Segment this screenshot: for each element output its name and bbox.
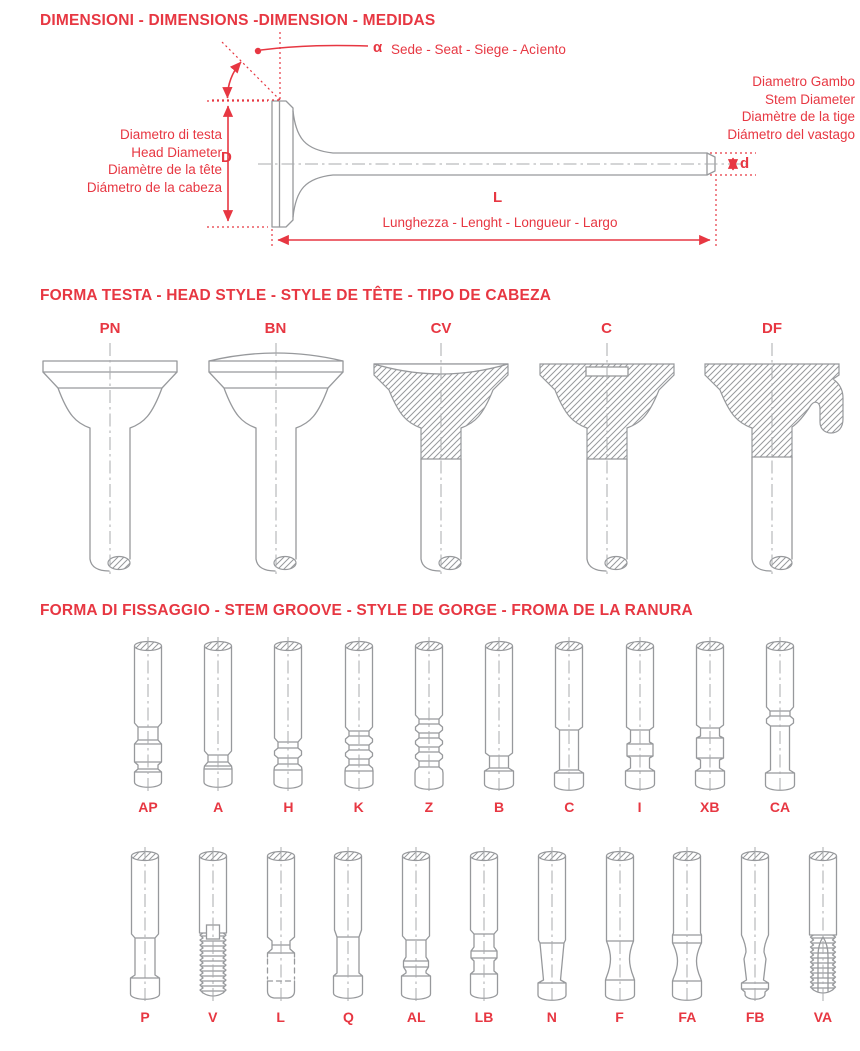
head-diameter-line-it: Diametro di testa: [119, 127, 222, 142]
stem-groove-drawing-k: [329, 636, 389, 796]
head-style-label: DF: [762, 320, 782, 337]
stem-groove-drawing-i: [610, 636, 670, 796]
head-style-bn: [200, 320, 352, 581]
stem-diameter-line-it: Diametro Gambo: [752, 74, 855, 89]
stem-groove-drawing-b: [469, 636, 529, 796]
stem-groove-al: [386, 846, 446, 1025]
seat-label: Sede - Seat - Siege - Acìento: [391, 42, 566, 57]
stem-groove-label: AP: [138, 799, 158, 815]
stem-groove-drawing-q: [318, 846, 378, 1006]
stem-groove-label: LB: [474, 1009, 494, 1025]
stem-groove-xb: [680, 636, 740, 815]
stem-groove-drawing-p: [115, 846, 175, 1006]
head-style-drawing-bn: [200, 341, 352, 581]
stem-diameter-line-fr: Diamètre de la tige: [741, 109, 855, 124]
length-symbol: L: [493, 189, 503, 206]
head-styles-row: [34, 320, 848, 581]
head-diameter-line-en: Head Diameter: [131, 144, 222, 160]
head-style-cv: [365, 320, 517, 581]
head-style-c: [531, 320, 683, 581]
stem-groove-label: CA: [769, 799, 791, 815]
stem-groove-label: F: [615, 1009, 624, 1025]
stem-groove-z: [399, 636, 459, 815]
stem-groove-h: [258, 636, 318, 815]
stem-groove-ap: [118, 636, 178, 815]
head-diameter-line-fr: Diamètre de la tête: [107, 162, 222, 177]
stem-groove-label: V: [208, 1009, 218, 1025]
stem-groove-l: [251, 846, 311, 1025]
stem-groove-drawing-xb: [680, 636, 740, 796]
stem-grooves-row1: [118, 636, 810, 815]
stem-grooves-title: FORMA DI FISSAGGIO - STEM GROOVE - STYLE DE GORGE - FROMA DE LA RANURA: [40, 602, 693, 619]
stem-groove-drawing-l: [251, 846, 311, 1006]
head-style-pn: [34, 320, 186, 581]
head-styles-title: FORMA TESTA - HEAD STYLE - STYLE DE TÊTE - TIPO DE CABEZA: [40, 287, 552, 304]
head-diameter-line-es: Diámetro de la cabeza: [86, 179, 222, 195]
stem-groove-label: VA: [813, 1009, 833, 1025]
head-style-df: [696, 320, 848, 581]
head-style-drawing-cv: [365, 341, 517, 581]
stem-groove-label: H: [283, 799, 294, 815]
stem-groove-drawing-z: [399, 636, 459, 796]
stem-groove-label: N: [546, 1009, 557, 1025]
stem-groove-q: [318, 846, 378, 1025]
stem-groove-f: [590, 846, 650, 1025]
stem-groove-fb: [725, 846, 785, 1025]
stem-groove-drawing-lb: [454, 846, 514, 1006]
stem-groove-label: A: [213, 799, 224, 815]
stem-groove-lb: [454, 846, 514, 1025]
stem-groove-drawing-c: [539, 636, 599, 796]
stem-groove-drawing-v: [183, 846, 243, 1006]
stem-groove-ca: [750, 636, 810, 815]
head-style-label: C: [601, 320, 612, 337]
stem-groove-drawing-a: [188, 636, 248, 796]
stem-groove-c: [539, 636, 599, 815]
stem-groove-drawing-h: [258, 636, 318, 796]
stem-diameter-symbol: d: [740, 155, 750, 172]
stem-groove-label: B: [494, 799, 505, 815]
stem-groove-label: FA: [678, 1009, 697, 1025]
stem-groove-drawing-f: [590, 846, 650, 1006]
head-style-drawing-pn: [34, 341, 186, 581]
head-diameter-label: [30, 126, 222, 196]
head-style-label: PN: [99, 320, 121, 337]
stem-groove-label: L: [276, 1009, 285, 1025]
stem-groove-va: [793, 846, 853, 1025]
stem-groove-v: [183, 846, 243, 1025]
stem-groove-k: [329, 636, 389, 815]
stem-groove-fa: [657, 846, 717, 1025]
dimensions-title: DIMENSIONI - DIMENSIONS -DIMENSION - MEDIDAS: [40, 12, 436, 29]
stem-groove-drawing-va: [793, 846, 853, 1006]
head-style-drawing-c: [531, 341, 683, 581]
stem-diameter-line-es: Diámetro del vastago: [727, 126, 855, 142]
stem-groove-label: C: [564, 799, 575, 815]
stem-groove-drawing-ap: [118, 636, 178, 796]
stem-diameter-line-en: Stem Diameter: [764, 91, 855, 107]
stem-groove-p: [115, 846, 175, 1025]
stem-groove-drawing-al: [386, 846, 446, 1006]
head-style-drawing-df: [696, 341, 848, 581]
stem-groove-drawing-ca: [750, 636, 810, 796]
stem-groove-label: K: [353, 799, 364, 815]
head-style-label: BN: [264, 320, 287, 337]
stem-groove-i: [610, 636, 670, 815]
stem-groove-label: AL: [406, 1009, 426, 1025]
length-label: Lunghezza - Lenght - Longueur - Largo: [382, 215, 618, 230]
stem-groove-a: [188, 636, 248, 815]
stem-groove-drawing-fa: [657, 846, 717, 1006]
stem-groove-b: [469, 636, 529, 815]
stem-diameter-label: [648, 73, 855, 143]
stem-groove-label: P: [140, 1009, 150, 1025]
stem-groove-label: XB: [700, 799, 720, 815]
stem-grooves-row2: [115, 846, 853, 1025]
head-style-label: CV: [430, 320, 452, 337]
stem-groove-drawing-fb: [725, 846, 785, 1006]
head-diameter-symbol: D: [221, 149, 232, 166]
stem-groove-label: Z: [424, 799, 434, 815]
stem-groove-label: I: [637, 799, 642, 815]
stem-groove-label: Q: [342, 1009, 354, 1025]
stem-groove-drawing-n: [522, 846, 582, 1006]
stem-groove-n: [522, 846, 582, 1025]
stem-groove-label: FB: [745, 1009, 765, 1025]
alpha-symbol: α: [373, 39, 383, 56]
